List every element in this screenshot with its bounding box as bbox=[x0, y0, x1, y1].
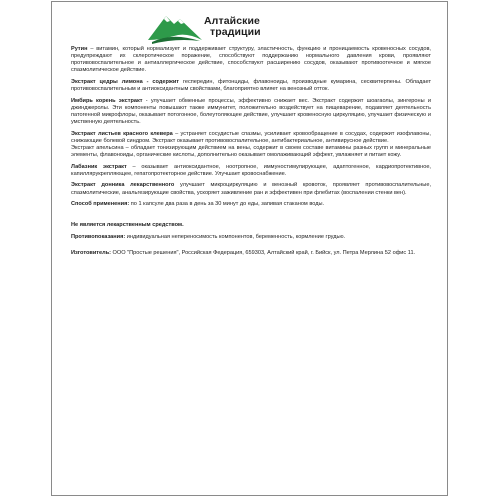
paragraph-lead: Изготовитель: bbox=[71, 250, 111, 257]
paragraph-ginger bbox=[71, 98, 431, 126]
paragraph-lead: Экстракт цедры лимона - содержит bbox=[71, 78, 180, 85]
paragraph-usage bbox=[71, 201, 431, 208]
paragraph-contraindications bbox=[71, 234, 431, 241]
paragraph-body: – оказывает антиоксидантное, ноотропное, иммуностимулирующее, адаптогенное, кардиопротективное, капиллярукрепляющее, гепатопротекторное действие. Улучшает кровоснабжение. bbox=[71, 163, 431, 177]
paragraph-rutin bbox=[71, 46, 431, 74]
paragraph-clover bbox=[71, 131, 431, 145]
paragraph-body: улучшает микроциркуляцию и венозный кровоток, проявляет противовоспалительные, спазмолитические, анальгезирующие свойства, ускоряет заживление ран и эффективен при флебитах (воспалении стенки вен). bbox=[71, 182, 431, 196]
paragraph-manufacturer bbox=[71, 250, 431, 257]
paragraph-lead: Противопоказания: bbox=[71, 233, 126, 240]
paragraph-lead: Экстракт листьев красного клевера bbox=[71, 130, 173, 137]
paragraph-body: – витамин, который нормализует и поддерживает структуру, эластичность, функцию и проницаемость кровеносных сосудов, предупреждают их склеротическое поражение, способствуют поддержанию нормального давления крови, проявляют противовоспалительное и антиаллергическое действие, способствуют расширению сосудов, оказывают противоотечное и мягкое спазмолитическое действие. bbox=[71, 46, 431, 74]
paragraph-body: индивидуальная непереносимость компонентов, беременность, кормление грудью. bbox=[125, 233, 346, 240]
paragraph-orange bbox=[71, 145, 431, 159]
paragraph-lead: Экстракт донника лекарственного bbox=[71, 182, 175, 189]
paragraph-body: - улучшает обменные процессы, эффективно снижает вес. Экстракт содержит шоагаолы, зингероны и джинджеролы. Эти компоненты повышают также иммунитет, положительно воздействует на пищеварение, подавляет деятельность патогенной микрофлоры, оказывает потогонное, болеутоляющее действие, улучшает кровеносную циркуляцию, улучшает физическую и умственную деятельность. bbox=[71, 97, 431, 126]
spacer bbox=[71, 213, 431, 222]
notice-text: Не является лекарственным средством. bbox=[71, 221, 184, 228]
paragraph-melilot bbox=[71, 182, 431, 196]
paragraph-meadowsweet bbox=[71, 164, 431, 178]
mountain-logo-icon bbox=[146, 10, 206, 46]
brand-line-1: Алтайские bbox=[204, 15, 260, 27]
brand-name bbox=[204, 16, 261, 38]
paragraph-lead: Рутин bbox=[71, 46, 88, 52]
label-sheet bbox=[51, 1, 448, 496]
paragraph-lead: Способ применения: bbox=[71, 201, 130, 208]
label-text bbox=[71, 46, 431, 262]
paragraph-body: ООО "Простые решения", Российская Федерация, 659303, Алтайский край, г. Бийск, ул. Петра Мерлина 52 офис 11. bbox=[111, 250, 416, 257]
paragraph-lemon bbox=[71, 79, 431, 93]
brand-line-2: традиции bbox=[210, 26, 261, 38]
paragraph-body: – устраняет сосудистые спазмы, усиливает кровообращение в сосудах, содержит изофлавоны, снижающие болевой синдром. Экстракт оказывает противовоспалительное, антибактериальное, антивирусное действие. bbox=[71, 130, 431, 144]
paragraph-body: по 1 капсуле два раза в день за 30 минут до еды, запивая стаканом воды. bbox=[129, 201, 325, 208]
paragraph-body: геспередин, фитонциды, флавоноиды, производные кумарина, сесквитерпены. Обладает противовоспалительным и антиоксидантным свойствами, благоприятно влияет на венозный отток. bbox=[71, 78, 432, 93]
brand-logo bbox=[146, 10, 276, 46]
paragraph-lead: Имбирь корень экстракт bbox=[71, 97, 143, 104]
paragraph-body: Экстракт апельсина – обладает тонизирующим действием на вены, содержит в своем составе витамины разных групп и минеральные элементы, флавоноиды, органические кислоты, дополнительно оказывает омолаживающий эффект, увлажняет и питает кожу. bbox=[71, 144, 431, 158]
notice-not-medicine bbox=[71, 222, 431, 229]
paragraph-lead: Лабазник экстракт bbox=[71, 163, 127, 170]
